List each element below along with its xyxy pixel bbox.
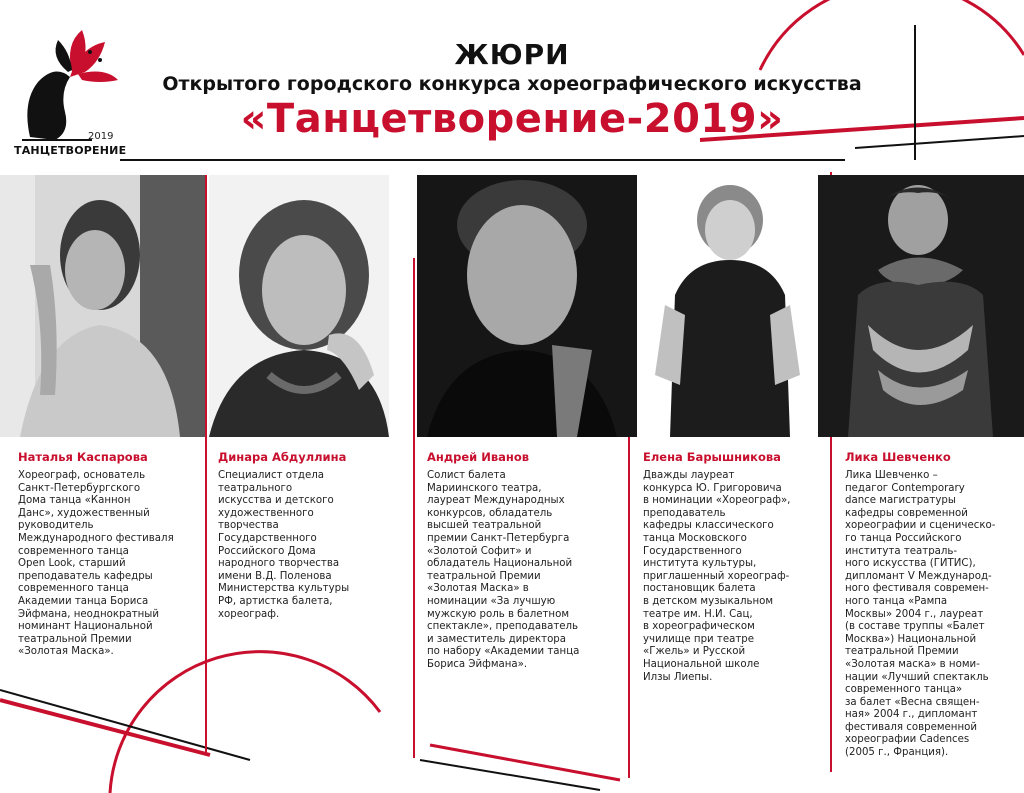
jury-bio-line: театральной Премии (18, 633, 132, 645)
jury-bio-line: dance магистратуры (845, 495, 956, 507)
jury-bio-line: высшей театральной (427, 520, 542, 532)
jury-bio-line: го танца Российского (845, 532, 962, 544)
jury-bio-line: современного танца» (845, 684, 963, 696)
jury-bio-line: (2005 г., Франция). (845, 747, 949, 759)
jury-bio-line: ная» 2004 г., дипломант (845, 709, 978, 721)
photo-kasparova (0, 175, 205, 437)
jury-bio-line: в номинации «Хореограф», (643, 495, 791, 507)
jury-bio-line: института культуры, (643, 558, 757, 570)
decorative-line-bottom-right-2 (420, 760, 600, 790)
jury-bio-line: института театраль- (845, 545, 958, 557)
jury-bio-line: педагог Contemporary (845, 482, 965, 494)
jury-bio-line: постановщик балета (643, 583, 756, 595)
jury-bio-line: Министерства культуры (218, 583, 350, 595)
jury-bio-line: Специалист отдела (218, 470, 324, 481)
jury-bio-line: ного танца «Рампа (845, 595, 948, 607)
jury-bio-line: хореографии и сценическо- (845, 520, 996, 532)
jury-bio (845, 470, 1020, 760)
jury-bio-line: конкурса Ю. Григоровича (643, 482, 782, 494)
jury-bio-line: в хореографическом (643, 621, 755, 633)
jury-bio-line: Санкт-Петербургского (18, 482, 141, 494)
jury-bio-line: театрального (218, 482, 293, 494)
jury-bio (218, 470, 408, 621)
jury-bio-line: Москва») Национальной (845, 633, 977, 645)
jury-bio-line: Дома танца «Каннон (18, 495, 131, 507)
jury-bio-line: народного творчества (218, 558, 340, 570)
photo-abdullina (209, 175, 389, 437)
jury-bio-line: номинации «За лучшую (427, 595, 556, 607)
jury-card-1 (18, 450, 203, 659)
jury-bio-line: современного танца (18, 545, 129, 557)
page-title: ЖЮРИ (454, 38, 570, 71)
jury-bio-line: спектакле», преподаватель (427, 621, 579, 633)
decorative-line-bottom-left (0, 690, 250, 760)
jury-name: Лика Шевченко (845, 450, 951, 464)
jury-name: Наталья Каспарова (18, 450, 148, 464)
jury-bio-line: Хореограф, основатель (18, 470, 146, 481)
jury-bio-line: РФ, артистка балета, (218, 595, 333, 607)
separator-2 (413, 258, 415, 758)
jury-bio-line: нации «Лучший спектакль (845, 671, 989, 683)
photo-ivanov (417, 175, 637, 437)
jury-bio-line: преподаватель (643, 507, 726, 519)
jury-bio-line: Национальной школе (643, 658, 760, 670)
jury-bio-line: Москвы» 2004 г., лауреат (845, 608, 984, 620)
jury-bio-line: хореографии Cadences (845, 734, 970, 746)
jury-bio-line: театральной Премии (427, 570, 541, 582)
decorative-line-bottom-left-2 (0, 700, 210, 755)
jury-bio-line: Российского Дома (218, 545, 316, 557)
jury-bio-line: Эйфмана, неоднократный (18, 608, 159, 620)
jury-bio-line: (в составе труппы «Балет (845, 621, 985, 633)
jury-bio-line: ного фестиваля современ- (845, 583, 989, 595)
jury-bio-line: хореограф. (218, 608, 280, 620)
jury-name: Андрей Иванов (427, 450, 530, 464)
jury-card-4 (643, 450, 828, 684)
jury-bio-line: Солист балета (427, 470, 506, 481)
photo-baryshnikova (640, 175, 812, 437)
jury-bio-line: «Золотая Маска». (18, 646, 114, 658)
jury-bio-line: дипломант V Международ- (845, 570, 992, 582)
jury-name: Елена Барышникова (643, 450, 781, 464)
jury-bio-line: за балет «Весна священ- (845, 696, 980, 708)
jury-bio-line: училище при театре (643, 633, 755, 645)
jury-bio-line: современного танца (18, 583, 129, 595)
jury-bio-line: в детском музыкальном (643, 595, 774, 607)
jury-bio-line: имени В.Д. Поленова (218, 570, 332, 582)
jury-bio-line: Дважды лауреат (643, 470, 735, 481)
jury-bio-line: «Золотой Софит» и (427, 545, 532, 557)
logo-year: 2019 (88, 131, 114, 142)
jury-bio-line: преподаватель кафедры (18, 570, 153, 582)
decorative-arc-bottom (110, 652, 380, 793)
jury-bio-line: творчества (218, 520, 279, 532)
jury-bio-line: Международного фестиваля (18, 532, 174, 544)
jury-bio-line: Государственного (218, 532, 317, 544)
jury-bio-line: Мариинского театра, (427, 482, 542, 494)
jury-bio-line: художественного (218, 507, 314, 519)
decorative-line-bottom-right (430, 745, 620, 780)
jury-bio-line: премии Санкт-Петербурга (427, 532, 570, 544)
jury-name: Динара Абдуллина (218, 450, 347, 464)
page-subtitle: Открытого городского конкурса хореографического искусства (162, 73, 862, 95)
jury-bio-line: Open Look, старший (18, 558, 126, 570)
jury-bio-line: Данс», художественный (18, 507, 150, 519)
jury-bio-line: театральной Премии (845, 646, 959, 658)
jury-bio-line: ного искусства (ГИТИС), (845, 558, 976, 570)
jury-bio (643, 470, 828, 684)
jury-bio-line: Лика Шевченко – (845, 470, 938, 481)
jury-bio-line: кафедры современной (845, 507, 968, 519)
festival-title: «Танцетворение-2019» (240, 96, 784, 142)
jury-bio-line: танца Московского (643, 532, 747, 544)
jury-bio-line: Академии танца Бориса (18, 595, 149, 607)
jury-bio-line: «Гжель» и Русской (643, 646, 746, 658)
jury-bio (427, 470, 627, 672)
jury-bio-line: лауреат Международных (427, 495, 565, 507)
logo-name: ТАНЦЕТВОРЕНИЕ (14, 144, 127, 157)
jury-bio-line: и заместитель директора (427, 633, 567, 645)
jury-bio-line: «Золотая маска» в номи- (845, 658, 980, 670)
jury-bio-line: по набору «Академии танца (427, 646, 580, 658)
photo-shevchenko (818, 175, 1024, 437)
jury-card-2 (218, 450, 408, 621)
jury-bio-line: руководитель (18, 520, 94, 532)
jury-bio-line: кафедры классического (643, 520, 774, 532)
jury-bio-line: театре им. Н.И. Сац, (643, 608, 753, 620)
jury-bio-line: фестиваля современной (845, 721, 977, 733)
jury-bio-line: искусства и детского (218, 495, 334, 507)
jury-card-5 (845, 450, 1020, 760)
jury-bio-line: приглашенный хореограф- (643, 570, 790, 582)
jury-bio-line: Илзы Лиепы. (643, 671, 713, 683)
jury-bio-line: «Золотая Маска» в (427, 583, 529, 595)
jury-bio-line: Бориса Эйфмана». (427, 658, 528, 670)
jury-bio-line: обладатель Национальной (427, 558, 573, 570)
jury-bio-line: Государственного (643, 545, 742, 557)
jury-bio-line: номинант Национальной (18, 621, 153, 633)
jury-bio-line: конкурсов, обладатель (427, 507, 553, 519)
jury-bio-line: мужскую роль в балетном (427, 608, 570, 620)
separator-1 (205, 175, 207, 755)
jury-bio (18, 470, 203, 659)
jury-card-3 (427, 450, 627, 672)
